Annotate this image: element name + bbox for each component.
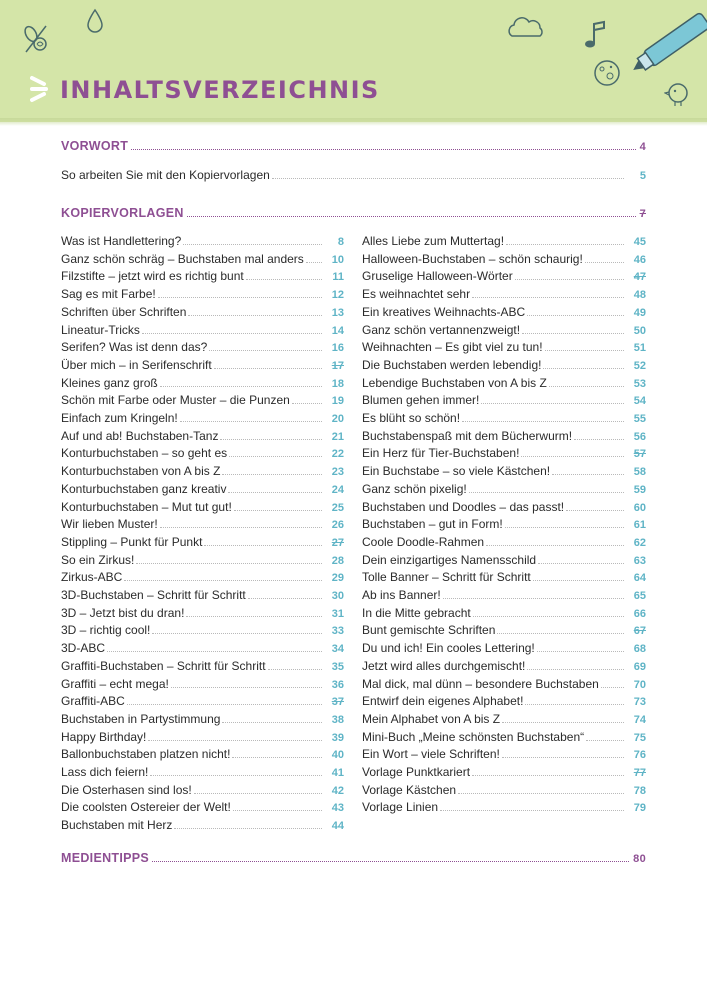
page-number: 7 — [639, 208, 646, 220]
toc-entry[interactable] — [61, 234, 344, 251]
page-number: 65 — [633, 590, 646, 602]
leader-dots — [160, 527, 322, 528]
toc-entry[interactable] — [61, 606, 344, 623]
toc-entry[interactable] — [61, 252, 344, 269]
entry-label: Buchstabenspaß mit dem Bücherwurm! — [362, 428, 573, 443]
leader-dots — [574, 439, 624, 440]
entry-label: Stippling – Punkt für Punkt — [61, 534, 203, 549]
entry-label: Ab ins Banner! — [362, 588, 441, 602]
toc-entry[interactable] — [362, 464, 646, 481]
page-number: 37 — [331, 696, 344, 709]
leader-dots — [502, 722, 624, 723]
marker-pen-icon — [626, 12, 707, 82]
page-number: 63 — [633, 554, 646, 567]
toc-entry[interactable] — [362, 783, 646, 800]
leader-dots — [443, 598, 624, 599]
page-number: 24 — [331, 483, 344, 496]
leader-dots — [462, 421, 624, 422]
page-number: 55 — [633, 413, 646, 425]
page-number: 38 — [331, 713, 344, 726]
leader-dots — [552, 474, 624, 475]
entry-label: Einfach zum Kringeln! — [61, 411, 178, 425]
page-number: 4 — [639, 141, 646, 153]
toc-entry[interactable] — [362, 677, 646, 694]
entry-label: Es blüht so schön! — [362, 411, 461, 425]
leader-dots — [174, 828, 322, 829]
bird-icon — [664, 80, 692, 108]
page-number: 10 — [331, 253, 344, 266]
toc-entry[interactable] — [61, 358, 344, 375]
leader-dots — [187, 216, 636, 217]
toc-entry[interactable] — [61, 287, 344, 304]
entry-label: Coole Doodle-Rahmen — [362, 534, 485, 549]
toc-entry[interactable] — [362, 252, 646, 269]
entry-label: Schön mit Farbe oder Muster – die Punzen — [61, 393, 290, 408]
leader-dots — [272, 178, 624, 179]
entry-label: Du und ich! Ein cooles Lettering! — [362, 641, 535, 656]
entry-label: Vorlage Linien — [362, 800, 439, 815]
page-number: 74 — [633, 713, 646, 726]
leader-dots — [214, 368, 322, 369]
leader-dots — [228, 492, 322, 493]
leader-dots — [124, 580, 322, 581]
entry-label: Bunt gemischte Schriften — [362, 623, 496, 638]
leader-dots — [506, 244, 624, 245]
toc-entry[interactable] — [61, 535, 344, 552]
page-number: 44 — [331, 820, 344, 833]
page-number: 61 — [633, 519, 646, 532]
leader-dots — [222, 474, 322, 475]
toc-entry[interactable] — [61, 429, 344, 446]
leader-dots — [522, 333, 624, 334]
page-number: 56 — [633, 430, 646, 443]
entry-label: Halloween-Buchstaben – schön schaurig! — [362, 251, 583, 266]
leader-dots — [543, 368, 624, 369]
toc-entry[interactable] — [362, 606, 646, 623]
entry-label: Gruselige Halloween-Wörter — [362, 269, 513, 284]
entry-label: Ganz schön schräg – Buchstaben mal anders — [61, 251, 304, 266]
toc-entry[interactable] — [362, 340, 646, 357]
leader-dots — [136, 563, 322, 564]
toc-entry[interactable] — [61, 411, 344, 428]
page-number: 54 — [633, 395, 646, 408]
entry-label: 3D-ABC — [61, 641, 106, 656]
page-number: 42 — [331, 784, 344, 797]
leader-dots — [472, 775, 624, 776]
entry-label: Ballonbuchstaben platzen nicht! — [61, 747, 231, 762]
leader-dots — [527, 669, 624, 670]
page-number: 30 — [331, 590, 344, 602]
page-number: 73 — [633, 696, 646, 709]
toc-entry[interactable] — [362, 500, 646, 517]
toc-entry[interactable] — [362, 747, 646, 764]
entry-label: 3D-Buchstaben – Schritt für Schritt — [61, 588, 246, 602]
leader-dots — [248, 598, 322, 599]
entry-label: Buchstaben und Doodles – das passt! — [362, 499, 565, 514]
page-number: 62 — [633, 536, 646, 549]
entry-label: Ein Wort – viele Schriften! — [362, 747, 500, 762]
leader-dots — [209, 350, 322, 351]
toc-entry[interactable] — [61, 482, 344, 499]
entry-label: Ein kreatives Weihnachts-ABC — [362, 304, 526, 319]
page-number: 64 — [633, 572, 646, 585]
leader-dots — [150, 775, 322, 776]
leader-dots — [204, 545, 322, 546]
page-number: 51 — [633, 342, 646, 355]
entry-label: Mein Alphabet von A bis Z — [362, 711, 501, 726]
page-number: 27 — [331, 536, 344, 549]
page-number: 40 — [331, 749, 344, 762]
entry-label: Serifen? Was ist denn das? — [61, 340, 208, 355]
toc-entry[interactable] — [362, 234, 646, 251]
toc-entry[interactable] — [362, 641, 646, 658]
leader-dots — [152, 861, 629, 862]
leader-dots — [440, 810, 624, 811]
leader-dots — [229, 456, 322, 457]
entry-label: Auf und ab! Buchstaben-Tanz — [61, 428, 219, 443]
leader-dots — [186, 616, 322, 617]
leader-dots — [515, 279, 624, 280]
toc-entry[interactable] — [61, 730, 344, 747]
leaf-rose-icon — [22, 22, 50, 56]
leader-dots — [152, 633, 322, 634]
toc-entry[interactable] — [61, 818, 344, 835]
page-number: 52 — [633, 359, 646, 372]
page-number: 29 — [331, 572, 344, 585]
toc-entry[interactable] — [362, 535, 646, 552]
entry-label: Buchstaben – gut in Form! — [362, 517, 503, 532]
toc-entry[interactable] — [362, 269, 646, 286]
toc-entry[interactable] — [362, 482, 646, 499]
leader-dots — [268, 669, 322, 670]
entry-label: Alles Liebe zum Muttertag! — [362, 234, 505, 248]
leader-dots — [183, 244, 322, 245]
entry-label: Graffiti – echt mega! — [61, 676, 169, 691]
toc-entry[interactable] — [362, 429, 646, 446]
entry-label: 3D – Jetzt bist du dran! — [61, 605, 185, 620]
entry-label: Ein Herz für Tier-Buchstaben! — [362, 446, 520, 461]
leader-dots — [486, 545, 624, 546]
page-number: 19 — [331, 395, 344, 408]
page-number: 48 — [633, 289, 646, 302]
toc-entry[interactable] — [362, 553, 646, 570]
toc-entry[interactable] — [61, 553, 344, 570]
entry-label: Die Osterhasen sind los! — [61, 782, 192, 797]
leader-dots — [220, 439, 322, 440]
header-shadow — [0, 118, 707, 126]
page-number: 69 — [633, 660, 646, 673]
entry-label: Sag es mit Farbe! — [61, 287, 156, 302]
page-number: 41 — [331, 767, 344, 779]
entry-label: Mal dick, mal dünn – besondere Buchstaben — [362, 676, 599, 691]
page-number: 16 — [331, 342, 344, 355]
toc-entry[interactable] — [362, 376, 646, 393]
entry-label: Entwirf dein eigenes Alphabet! — [362, 694, 524, 709]
toc-entry[interactable] — [362, 517, 646, 534]
water-drop-icon — [86, 8, 104, 34]
page-number: 20 — [331, 413, 344, 425]
toc-entry[interactable] — [61, 659, 344, 676]
page-number: 14 — [331, 324, 344, 337]
page-number: 78 — [633, 784, 646, 797]
toc-entry[interactable] — [362, 323, 646, 340]
toc-entry[interactable] — [61, 517, 344, 534]
leader-dots — [131, 149, 635, 150]
toc-entry[interactable] — [61, 340, 344, 357]
leader-dots — [233, 810, 322, 811]
page-number: 23 — [331, 466, 344, 479]
toc-entry[interactable] — [362, 393, 646, 410]
leader-dots — [525, 704, 624, 705]
leader-dots — [222, 722, 322, 723]
page-title: INHALTSVERZEICHNIS — [60, 76, 380, 104]
page-number: 46 — [633, 253, 646, 266]
leader-dots — [188, 315, 322, 316]
page-number: 45 — [633, 236, 646, 248]
page-number: 26 — [331, 519, 344, 532]
page-number: 77 — [633, 767, 646, 779]
toc-entry[interactable] — [362, 446, 646, 463]
leader-dots — [160, 386, 322, 387]
page-number: 68 — [633, 643, 646, 656]
entry-label: Ganz schön pixelig! — [362, 481, 467, 496]
toc-entry[interactable] — [61, 641, 344, 658]
page-number: 8 — [337, 236, 344, 248]
entry-label: In die Mitte gebracht — [362, 605, 471, 620]
entry-label: So ein Zirkus! — [61, 552, 135, 567]
leader-dots — [549, 386, 624, 387]
entry-label: Graffiti-ABC — [61, 694, 125, 709]
toc-entry[interactable] — [362, 623, 646, 640]
entry-label: 3D – richtig cool! — [61, 623, 151, 638]
leader-dots — [107, 651, 322, 652]
entry-label: Lineatur-Tricks — [61, 322, 140, 337]
toc-entry[interactable] — [362, 411, 646, 428]
leader-dots — [127, 704, 322, 705]
leader-dots — [585, 262, 624, 263]
toc-entry[interactable] — [362, 730, 646, 747]
toc-entry[interactable] — [362, 800, 646, 817]
toc-entry[interactable] — [61, 500, 344, 517]
entry-label: Es weihnachtet sehr — [362, 287, 471, 302]
toc-entry[interactable] — [362, 570, 646, 587]
page-number: 36 — [331, 678, 344, 691]
leader-dots — [158, 297, 322, 298]
toc-entry[interactable] — [61, 747, 344, 764]
page-number: 35 — [331, 660, 344, 673]
toc-entry[interactable] — [362, 765, 646, 782]
entry-label: Die coolsten Ostereier der Welt! — [61, 800, 231, 815]
toc-entry[interactable] — [61, 623, 344, 640]
page-number: 25 — [331, 501, 344, 514]
entry-label: Konturbuchstaben von A bis Z — [61, 464, 221, 479]
leader-dots — [481, 403, 624, 404]
leader-dots — [171, 687, 322, 688]
leader-dots — [527, 315, 624, 316]
leader-dots — [148, 740, 322, 741]
page-number: 67 — [633, 625, 646, 638]
leader-dots — [566, 510, 624, 511]
page-number: 18 — [331, 377, 344, 390]
entry-label: Blumen gehen immer! — [362, 393, 480, 408]
entry-label: Was ist Handlettering? — [61, 234, 182, 248]
page-number: 31 — [331, 607, 344, 620]
toc-entry[interactable] — [362, 694, 646, 711]
page-number: 80 — [633, 853, 646, 865]
leader-dots — [533, 580, 624, 581]
page-number: 21 — [331, 430, 344, 443]
page-number: 59 — [633, 483, 646, 496]
leader-dots — [232, 757, 322, 758]
entry-label: Vorlage Punktkariert — [362, 765, 471, 779]
entry-label: Happy Birthday! — [61, 729, 147, 744]
page-number: 70 — [633, 678, 646, 691]
moon-icon — [592, 58, 622, 88]
leader-dots — [538, 563, 624, 564]
toc-entry[interactable] — [61, 783, 344, 800]
toc-entry[interactable] — [362, 358, 646, 375]
leader-dots — [601, 687, 624, 688]
leader-dots — [180, 421, 322, 422]
toc-entry[interactable] — [362, 588, 646, 605]
leader-dots — [502, 757, 624, 758]
leader-dots — [586, 740, 624, 741]
leader-dots — [194, 793, 322, 794]
toc-entry[interactable] — [61, 765, 344, 782]
music-note-icon — [584, 20, 608, 50]
page-number: 57 — [633, 448, 646, 461]
leader-dots — [292, 403, 322, 404]
toc-entry[interactable] — [61, 305, 344, 322]
leader-dots — [537, 651, 624, 652]
toc-entry[interactable] — [61, 393, 344, 410]
page-number: 49 — [633, 306, 646, 319]
entry-label: Tolle Banner – Schritt für Schritt — [362, 570, 531, 585]
toc-entry[interactable] — [61, 323, 344, 340]
section-kopiervorlagen[interactable] — [61, 206, 646, 220]
entry-label: Graffiti-Buchstaben – Schritt für Schritt — [61, 658, 266, 673]
page-number: 5 — [639, 170, 646, 182]
cloud-icon — [506, 16, 546, 40]
section-label: MEDIENTIPPS — [61, 851, 150, 865]
entry-label: Konturbuchstaben – Mut tut gut! — [61, 499, 232, 514]
toc-entry[interactable] — [61, 446, 344, 463]
page-number: 43 — [331, 802, 344, 815]
section-medientipps[interactable] — [61, 851, 646, 865]
page-number: 50 — [633, 324, 646, 337]
leader-dots — [458, 793, 624, 794]
page-number: 58 — [633, 466, 646, 479]
toc-entry[interactable] — [362, 305, 646, 322]
leader-dots — [306, 262, 322, 263]
toc-entry[interactable] — [61, 694, 344, 711]
page-number: 66 — [633, 607, 646, 620]
page-number: 22 — [331, 448, 344, 461]
entry-label: Zirkus-ABC — [61, 570, 123, 585]
section-label: VORWORT — [61, 139, 129, 153]
entry-label: Lass dich feiern! — [61, 765, 149, 779]
page-number: 76 — [633, 749, 646, 762]
leader-dots — [497, 633, 624, 634]
leader-dots — [521, 456, 624, 457]
entry-label: Ein Buchstabe – so viele Kästchen! — [362, 464, 551, 479]
entry-label: Mini-Buch „Meine schönsten Buchstaben“ — [362, 729, 585, 744]
leader-dots — [469, 492, 624, 493]
entry-label: Buchstaben mit Herz — [61, 818, 173, 833]
entry-label: So arbeiten Sie mit den Kopiervorlagen — [61, 168, 270, 182]
page-number: 60 — [633, 501, 646, 514]
leader-dots — [246, 279, 322, 280]
entry-label: Konturbuchstaben ganz kreativ — [61, 481, 227, 496]
leader-dots — [505, 527, 624, 528]
entry-label: Ganz schön vertannenzweigt! — [362, 322, 521, 337]
entry-label: Wir lieben Muster! — [61, 517, 158, 532]
toc-entry[interactable] — [61, 712, 344, 729]
toc-entry[interactable] — [362, 712, 646, 729]
page-number: 13 — [331, 306, 344, 319]
page-number: 47 — [633, 271, 646, 284]
page-number: 75 — [633, 731, 646, 744]
page-number: 39 — [331, 731, 344, 744]
entry-label: Vorlage Kästchen — [362, 782, 457, 797]
page-number: 11 — [332, 271, 344, 284]
sparkle-icon — [30, 74, 52, 104]
page-number: 34 — [331, 643, 344, 656]
page-number: 12 — [331, 289, 344, 302]
entry-label: Filzstifte – jetzt wird es richtig bunt — [61, 269, 244, 284]
page-number: 17 — [331, 359, 344, 372]
entry-label: Dein einzigartiges Namensschild — [362, 552, 537, 567]
entry-label: Konturbuchstaben – so geht es — [61, 446, 228, 461]
entry-label: Weihnachten – Es gibt viel zu tun! — [362, 340, 543, 355]
entry-label: Buchstaben in Partystimmung — [61, 711, 221, 726]
page-number: 33 — [331, 625, 344, 638]
entry-label: Schriften über Schriften — [61, 304, 187, 319]
leader-dots — [545, 350, 624, 351]
entry-label: Jetzt wird alles durchgemischt! — [362, 658, 526, 673]
entry-label: Über mich – in Serifenschrift — [61, 357, 212, 372]
section-label: KOPIERVORLAGEN — [61, 206, 184, 220]
page-number: 79 — [633, 802, 646, 815]
section-vorwort[interactable] — [61, 139, 646, 153]
page-number: 53 — [633, 377, 646, 390]
toc-entry[interactable] — [61, 588, 344, 605]
toc-entry[interactable] — [61, 677, 344, 694]
toc-entry[interactable] — [362, 287, 646, 304]
toc-entry[interactable] — [61, 376, 344, 393]
toc-entry[interactable] — [61, 464, 344, 481]
page-number: 28 — [331, 554, 344, 567]
leader-dots — [234, 510, 322, 511]
leader-dots — [142, 333, 322, 334]
toc-entry-intro[interactable] — [61, 168, 646, 185]
entry-label: Kleines ganz groß — [61, 375, 158, 390]
entry-label: Lebendige Buchstaben von A bis Z — [362, 375, 547, 390]
toc-entry[interactable] — [61, 269, 344, 286]
leader-dots — [473, 616, 624, 617]
leader-dots — [472, 297, 624, 298]
toc-entry[interactable] — [362, 659, 646, 676]
entry-label: Die Buchstaben werden lebendig! — [362, 357, 542, 372]
toc-entry[interactable] — [61, 570, 344, 587]
toc-entry[interactable] — [61, 800, 344, 817]
